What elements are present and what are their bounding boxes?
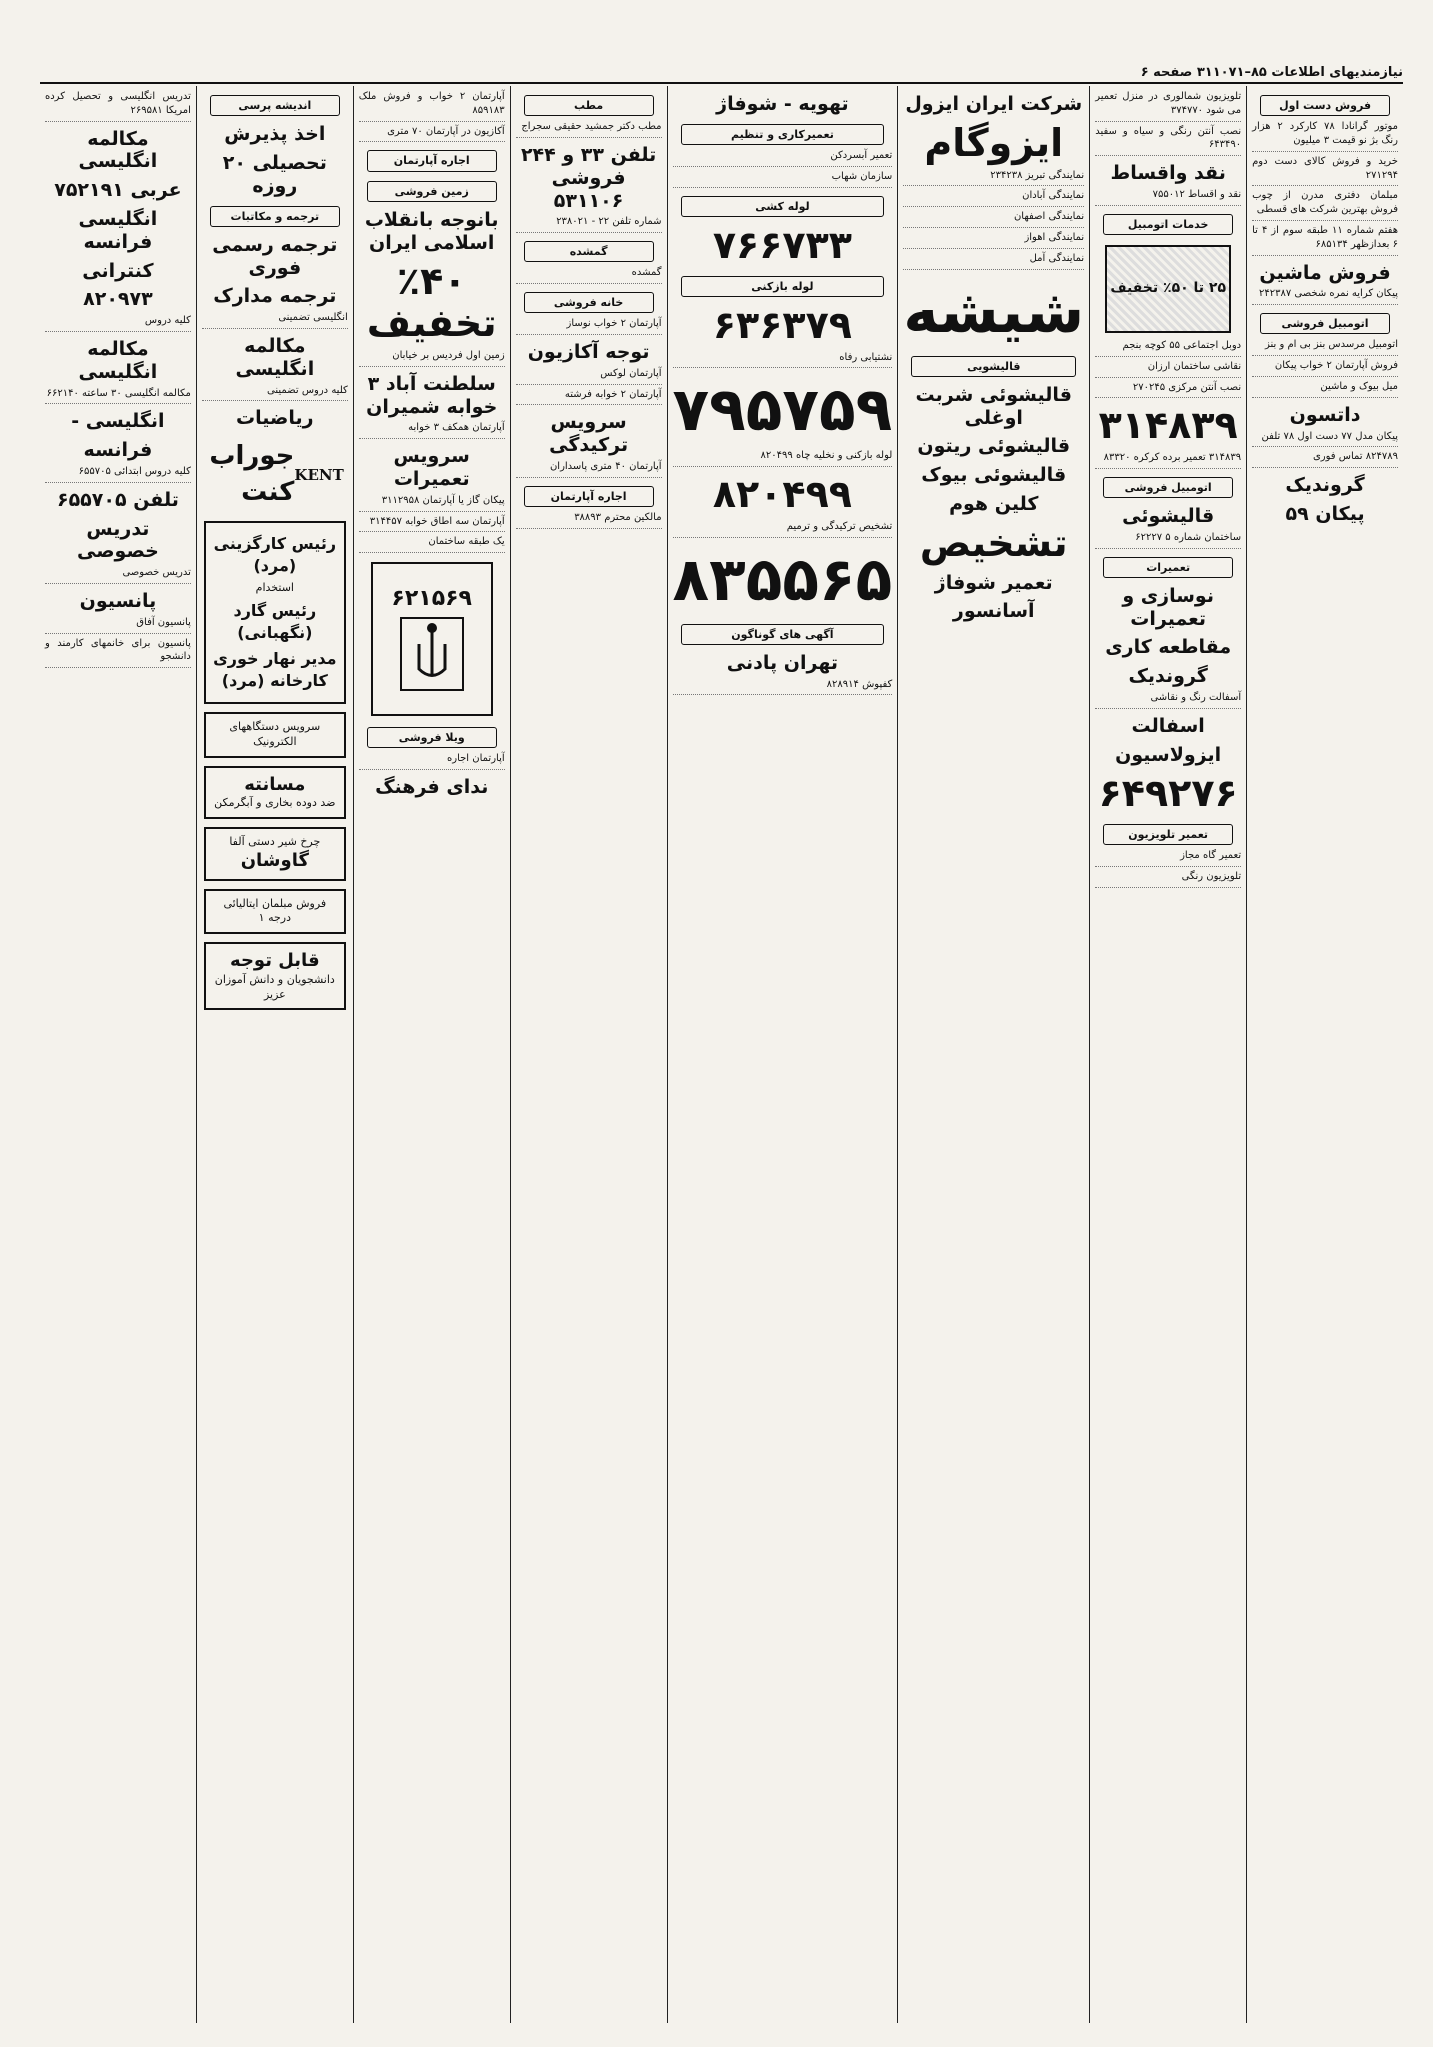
ad-item: آپارتمان ۲ خواب و فروش ملک ۸۵۹۱۸۳ — [359, 90, 505, 122]
ad-item: آپارتمان ۲ خواب نوساز — [516, 317, 662, 335]
ad-item: نمایندگی اصفهان — [903, 210, 1084, 228]
ad-item: شماره تلفن ۲۲ - ۲۳۸۰۲۱ — [516, 215, 662, 233]
diagnosis-headline: تشخیص — [919, 520, 1068, 565]
gavshan-title: گاوشان — [240, 850, 309, 872]
ad-item: ۸۲۴۷۸۹ تماس فوری — [1252, 450, 1398, 468]
ad-item: کلیه دروس ابتدائی ۶۵۵۷۰۵ — [45, 465, 191, 483]
kent-brand-latin: KENT — [294, 465, 344, 484]
column-4 — [667, 86, 898, 2023]
ad-headline: ایزولاسیون — [1115, 743, 1222, 766]
ad-item: تلویزیون شمالوری در منزل تعمیر می شود ۳۷۴۷۷۰ — [1095, 90, 1241, 122]
ad-item: میل بیوک و ماشین — [1252, 380, 1398, 398]
ad-item: فروش آپارتمان ۲ خواب پیکان — [1252, 359, 1398, 377]
electronics-ad — [204, 712, 346, 758]
ad-item: مطب دکتر جمشید حقیقی سجراج — [516, 120, 662, 138]
ad-item: آسفالت رنگ و نقاشی — [1095, 691, 1241, 709]
ad-item: نمایندگی آمل — [903, 252, 1084, 270]
ad-item: آپارتمان همکف ۳ خوابه — [359, 421, 505, 439]
section-heading: اتومبیل فروشی — [1103, 477, 1233, 498]
ad-item: مالکین محترم ۳۸۸۹۳ — [516, 511, 662, 529]
section-heading: تعمیر تلویزیون — [1103, 824, 1233, 845]
ad-item: تلویزیون رنگی — [1095, 870, 1241, 888]
ad-item: نقاشی ساختمان ارزان — [1095, 360, 1241, 378]
ad-headline: مقاطعه کاری — [1105, 636, 1232, 659]
ad-discount-headline: ٪۴۰ تخفیف — [366, 259, 497, 346]
section-heading: لوله کشی — [681, 196, 885, 217]
section-heading: خانه فروشی — [524, 292, 654, 313]
ad-headline: قالیشوئی ریتون — [917, 435, 1071, 458]
ad-phone-headline: ۳۱۴۸۳۹ — [1098, 403, 1238, 448]
ad-item: موتور گرانادا ۷۸ کارکرد ۲ هزار رنگ بژ نو قیمت ۳ میلیون — [1252, 120, 1398, 152]
section-heading: فروش دست اول — [1260, 95, 1390, 116]
ad-item: نمایندگی اهواز — [903, 231, 1084, 249]
ad-item: نصب آنتن رنگی و سیاه و سفید ۶۴۳۴۹۰ — [1095, 125, 1241, 157]
page-header — [40, 62, 1403, 84]
section-heading: خدمات اتومبیل — [1103, 214, 1233, 235]
ad-item: آپارتمان ۲ خوابه فرشته — [516, 388, 662, 406]
ad-item: اتومبیل مرسدس بنز بی ام و بنز — [1252, 338, 1398, 356]
notice-subtitle: دانشجویان و دانش آموزان عزیز — [214, 972, 335, 1001]
ad-headline: اخذ پذیرش — [224, 123, 326, 146]
ad-headline: قالیشوئی شربت اوغلی — [915, 383, 1072, 429]
section-heading: ویلا فروشی — [367, 727, 497, 748]
ad-item: دوبل اجتماعی ۵۵ کوچه بنجم — [1095, 339, 1241, 357]
italian-title: فروش مبلمان ایتالیائی درجه ۱ — [223, 896, 327, 925]
ad-headline: سرویس تعمیرات — [393, 445, 470, 490]
ad-item: کلیه دروس — [45, 314, 191, 332]
section-heading: اتومبیل فروشی — [1260, 313, 1390, 334]
ad-headline: تلفن ۳۳ و ۲۴۴ فروشی ۵۳۱۱۰۶ — [520, 143, 657, 212]
section-heading: تعمیرات — [1103, 557, 1233, 578]
hiring-detail: استخدام — [255, 581, 294, 595]
kent-brand-farsi: جوراب کنت — [209, 441, 295, 507]
emblem-phone: ۶۲۱۵۶۹ — [391, 585, 472, 611]
ad-phone-headline: ۶۴۹۲۷۶ — [1098, 771, 1238, 816]
ad-item: آپارتمان لوکس — [516, 367, 662, 385]
ad-headline: مکالمه انگلیسی — [78, 127, 158, 173]
hiring-ad — [204, 521, 346, 704]
ad-headline: کلین هوم — [949, 492, 1039, 515]
ad-item: هفتم شماره ۱۱ طبقه سوم از ۴ تا ۶ بعدازظهر ۶۸۵۱۳۴ — [1252, 224, 1398, 256]
ad-headline: ریاضیات — [236, 407, 314, 430]
ad-item: زمین اول فردیس بر خیابان — [359, 349, 505, 367]
masante-title: مسانته — [244, 773, 306, 795]
classifieds-columns — [40, 86, 1403, 2023]
italian-furniture-ad — [204, 889, 346, 935]
ad-headline: پیکان ۵۹ — [1285, 502, 1365, 525]
ad-headline: ترجمه رسمی فوری — [212, 233, 338, 279]
notice-ad — [204, 942, 346, 1010]
isogam-headline: ایزوگام — [924, 120, 1064, 165]
column-8 — [40, 86, 196, 2023]
fireplace-ad-logo — [1105, 245, 1231, 333]
ad-headline: مکالمه انگلیسی — [78, 337, 158, 383]
ad-headline: قالیشوئی بیوک — [921, 464, 1067, 487]
ad-phone-headline: ۸۲۰۴۹۹ — [712, 472, 852, 517]
ad-item: کلیه دروس تضمینی — [202, 384, 348, 402]
ad-item: گمشده — [516, 266, 662, 284]
ad-headline: تدریس خصوصی — [76, 517, 159, 563]
hiring-title: رئیس کارگزینی (مرد) — [213, 533, 337, 575]
ad-item: آپارتمان ۴۰ متری پاسداران — [516, 460, 662, 478]
ad-item: تشخیص ترکیدگی و ترمیم — [673, 520, 893, 538]
ad-headline: انگلیسی - — [71, 410, 165, 433]
ad-item: انگلیسی تضمینی — [202, 311, 348, 329]
section-heading: ترجمه و مکاتبات — [210, 206, 340, 227]
ad-phone-headline: ۶۳۶۳۷۹ — [712, 302, 852, 347]
column-1 — [1246, 86, 1403, 2023]
ad-item: نمایندگی تبریز ۲۳۴۲۳۸ — [903, 169, 1084, 187]
ad-item: تدریس خصوصی — [45, 566, 191, 584]
ad-item: تعمیر گاه مجاز — [1095, 849, 1241, 867]
ad-item: پانسیون آفاق — [45, 616, 191, 634]
ad-item: یک طبقه ساختمان — [359, 535, 505, 553]
ad-headline: آسانسور — [952, 600, 1035, 623]
ad-headline: ندای فرهنگ — [375, 776, 489, 799]
guard-title: رئیس گارد (نگهبانی) — [233, 600, 317, 642]
ad-item: سازمان شهاب — [673, 170, 893, 188]
section-heading: اندیشه پرسی — [210, 95, 340, 116]
ad-item: تدریس انگلیسی و تحصیل کرده امریکا ۲۶۹۵۸۱ — [45, 90, 191, 122]
gavshan-top: چرخ شیر دستی آلفا — [229, 835, 321, 849]
ad-headline: ۸۲۰۹۷۳ — [83, 288, 153, 311]
ad-item: تعمیر آبسردکن — [673, 149, 893, 167]
ad-headline: تهویه - شوفاژ — [716, 93, 849, 115]
ad-headline: گروندیک — [1285, 474, 1365, 497]
section-heading: اجاره آپارتمان — [367, 150, 497, 171]
ad-headline: سلطنت آباد ۳ خوابه شمیران — [366, 372, 498, 418]
column-2 — [1089, 86, 1246, 2023]
ad-headline: تحصیلی ۲۰ روزه — [222, 151, 327, 197]
ad-item: آکازیون در آپارتمان ۷۰ متری — [359, 125, 505, 143]
masante-ad — [204, 766, 346, 819]
section-heading: قالیشویی — [911, 356, 1076, 377]
column-3 — [897, 86, 1089, 2023]
ad-headline: توجه آکازیون — [527, 341, 650, 364]
ad-item: پیکان گاز یا آپارتمان ۳۱۱۲۹۵۸ — [359, 494, 505, 512]
kent-socks-ad — [206, 439, 344, 511]
hand-emblem-icon — [397, 614, 467, 694]
ad-item: لوله بازکنی و نخلیه چاه ۸۲۰۴۹۹ — [673, 449, 893, 467]
column-6 — [353, 86, 510, 2023]
ad-item: نصب آنتن مرکزی ۲۷۰۲۴۵ — [1095, 381, 1241, 399]
fireplace-ad-text: ۲۵ تا ۵۰٪ تخفیف — [1110, 280, 1227, 297]
ad-headline: فرانسه — [83, 439, 153, 462]
ad-headline: پانسیون — [79, 589, 157, 612]
glass-headline: شیشه — [903, 276, 1085, 347]
ad-headline: قالیشوئی — [1122, 505, 1215, 528]
ad-headline: مکالمه انگلیسی — [235, 334, 315, 380]
ad-item: پیکان مدل ۷۷ دست اول ۷۸ تلفن — [1252, 430, 1398, 448]
ad-headline: نقد واقساط — [1110, 162, 1226, 185]
electronics-title: سرویس دستگاههای الکترونیک — [229, 720, 321, 749]
ad-headline: تهران پادنی — [726, 651, 839, 674]
ad-phone-headline: ۸۳۵۵۶۵ — [672, 544, 893, 615]
section-heading: زمین فروشی — [367, 181, 497, 202]
ad-item: مکالمه انگلیسی ۳۰ ساعته ۶۶۲۱۴۰ — [45, 387, 191, 405]
ad-headline: نوسازی و تعمیرات — [1122, 584, 1214, 630]
ad-headline: تلفن ۶۵۵۷۰۵ — [56, 488, 179, 511]
ad-item: مبلمان دفتری مدرن از چوب فروش بهترین شرکت های قسطی — [1252, 189, 1398, 221]
ad-item: نقد و اقساط ۷۵۵۰۱۲ — [1095, 188, 1241, 206]
ad-headline: تعمیر شوفاژ — [934, 571, 1053, 594]
ad-item: ساختمان شماره ۵ ۶۲۲۲۷ — [1095, 531, 1241, 549]
cultural-institute-ad — [371, 562, 493, 716]
section-heading: اجاره آپارتمان — [524, 486, 654, 507]
ad-headline: شرکت ایران ایزول — [905, 93, 1083, 115]
ad-item: پانسیون برای خانمهای کارمند و دانشجو — [45, 637, 191, 669]
gavshan-ad — [204, 827, 346, 880]
ad-headline: ترجمه مدارک — [213, 285, 337, 308]
ad-item: کفپوش ۸۲۸۹۱۴ — [673, 678, 893, 696]
ad-headline: سرویس ترکیدگی — [549, 411, 629, 457]
ad-headline: کنترانی — [82, 259, 154, 282]
ad-phone-headline: ۷۶۶۷۳۳ — [712, 222, 852, 267]
canteen-title: مدیر نهار خوری کارخانه (مرد) — [213, 649, 337, 691]
ad-item: ۳۱۴۸۳۹ تعمیر برده کرکره ۸۳۳۲۰ — [1095, 451, 1241, 469]
ad-headline: فروش ماشین — [1259, 261, 1391, 284]
ad-headline: اسفالت — [1131, 714, 1205, 737]
column-7 — [196, 86, 353, 2023]
ad-headline: گروندیک — [1128, 665, 1208, 688]
masante-subtitle: ضد دوده بخاری و آبگرمکن — [214, 796, 336, 810]
notice-title: قابل توجه — [230, 950, 320, 972]
section-heading: لوله بازکنی — [681, 276, 885, 297]
ad-headline: داتسون — [1289, 403, 1361, 426]
section-heading: تعمیرکاری و تنظیم — [681, 124, 885, 145]
section-heading: گمشده — [524, 241, 654, 262]
header-title: نیازمندیهای اطلاعات ۸۵–۳۱۱۰۷۱ صفحه ۶ — [1140, 64, 1403, 80]
ad-headline: عربی ۷۵۲۱۹۱ — [54, 179, 182, 202]
column-5 — [510, 86, 667, 2023]
ad-item: خرید و فروش کالای دست دوم ۲۷۱۲۹۴ — [1252, 155, 1398, 187]
section-heading: مطب — [524, 95, 654, 116]
ad-item: آپارتمان سه اطاق خوابه ۳۱۴۴۵۷ — [359, 515, 505, 533]
ad-item: نشتیابی رفاه — [673, 351, 893, 369]
ad-item: نمایندگی آبادان — [903, 189, 1084, 207]
section-heading: آگهی های گوناگون — [681, 624, 885, 645]
ad-headline: بانوجه بانقلاب اسلامی ایران — [364, 208, 499, 254]
ad-headline: انگلیسی فرانسه — [78, 207, 158, 253]
ad-item: پیکان کرایه نمره شخصی ۲۴۲۳۸۷ — [1252, 287, 1398, 305]
ad-item: آپارتمان اجاره — [359, 752, 505, 770]
ad-phone-headline: ۷۹۵۷۵۹ — [672, 375, 893, 446]
